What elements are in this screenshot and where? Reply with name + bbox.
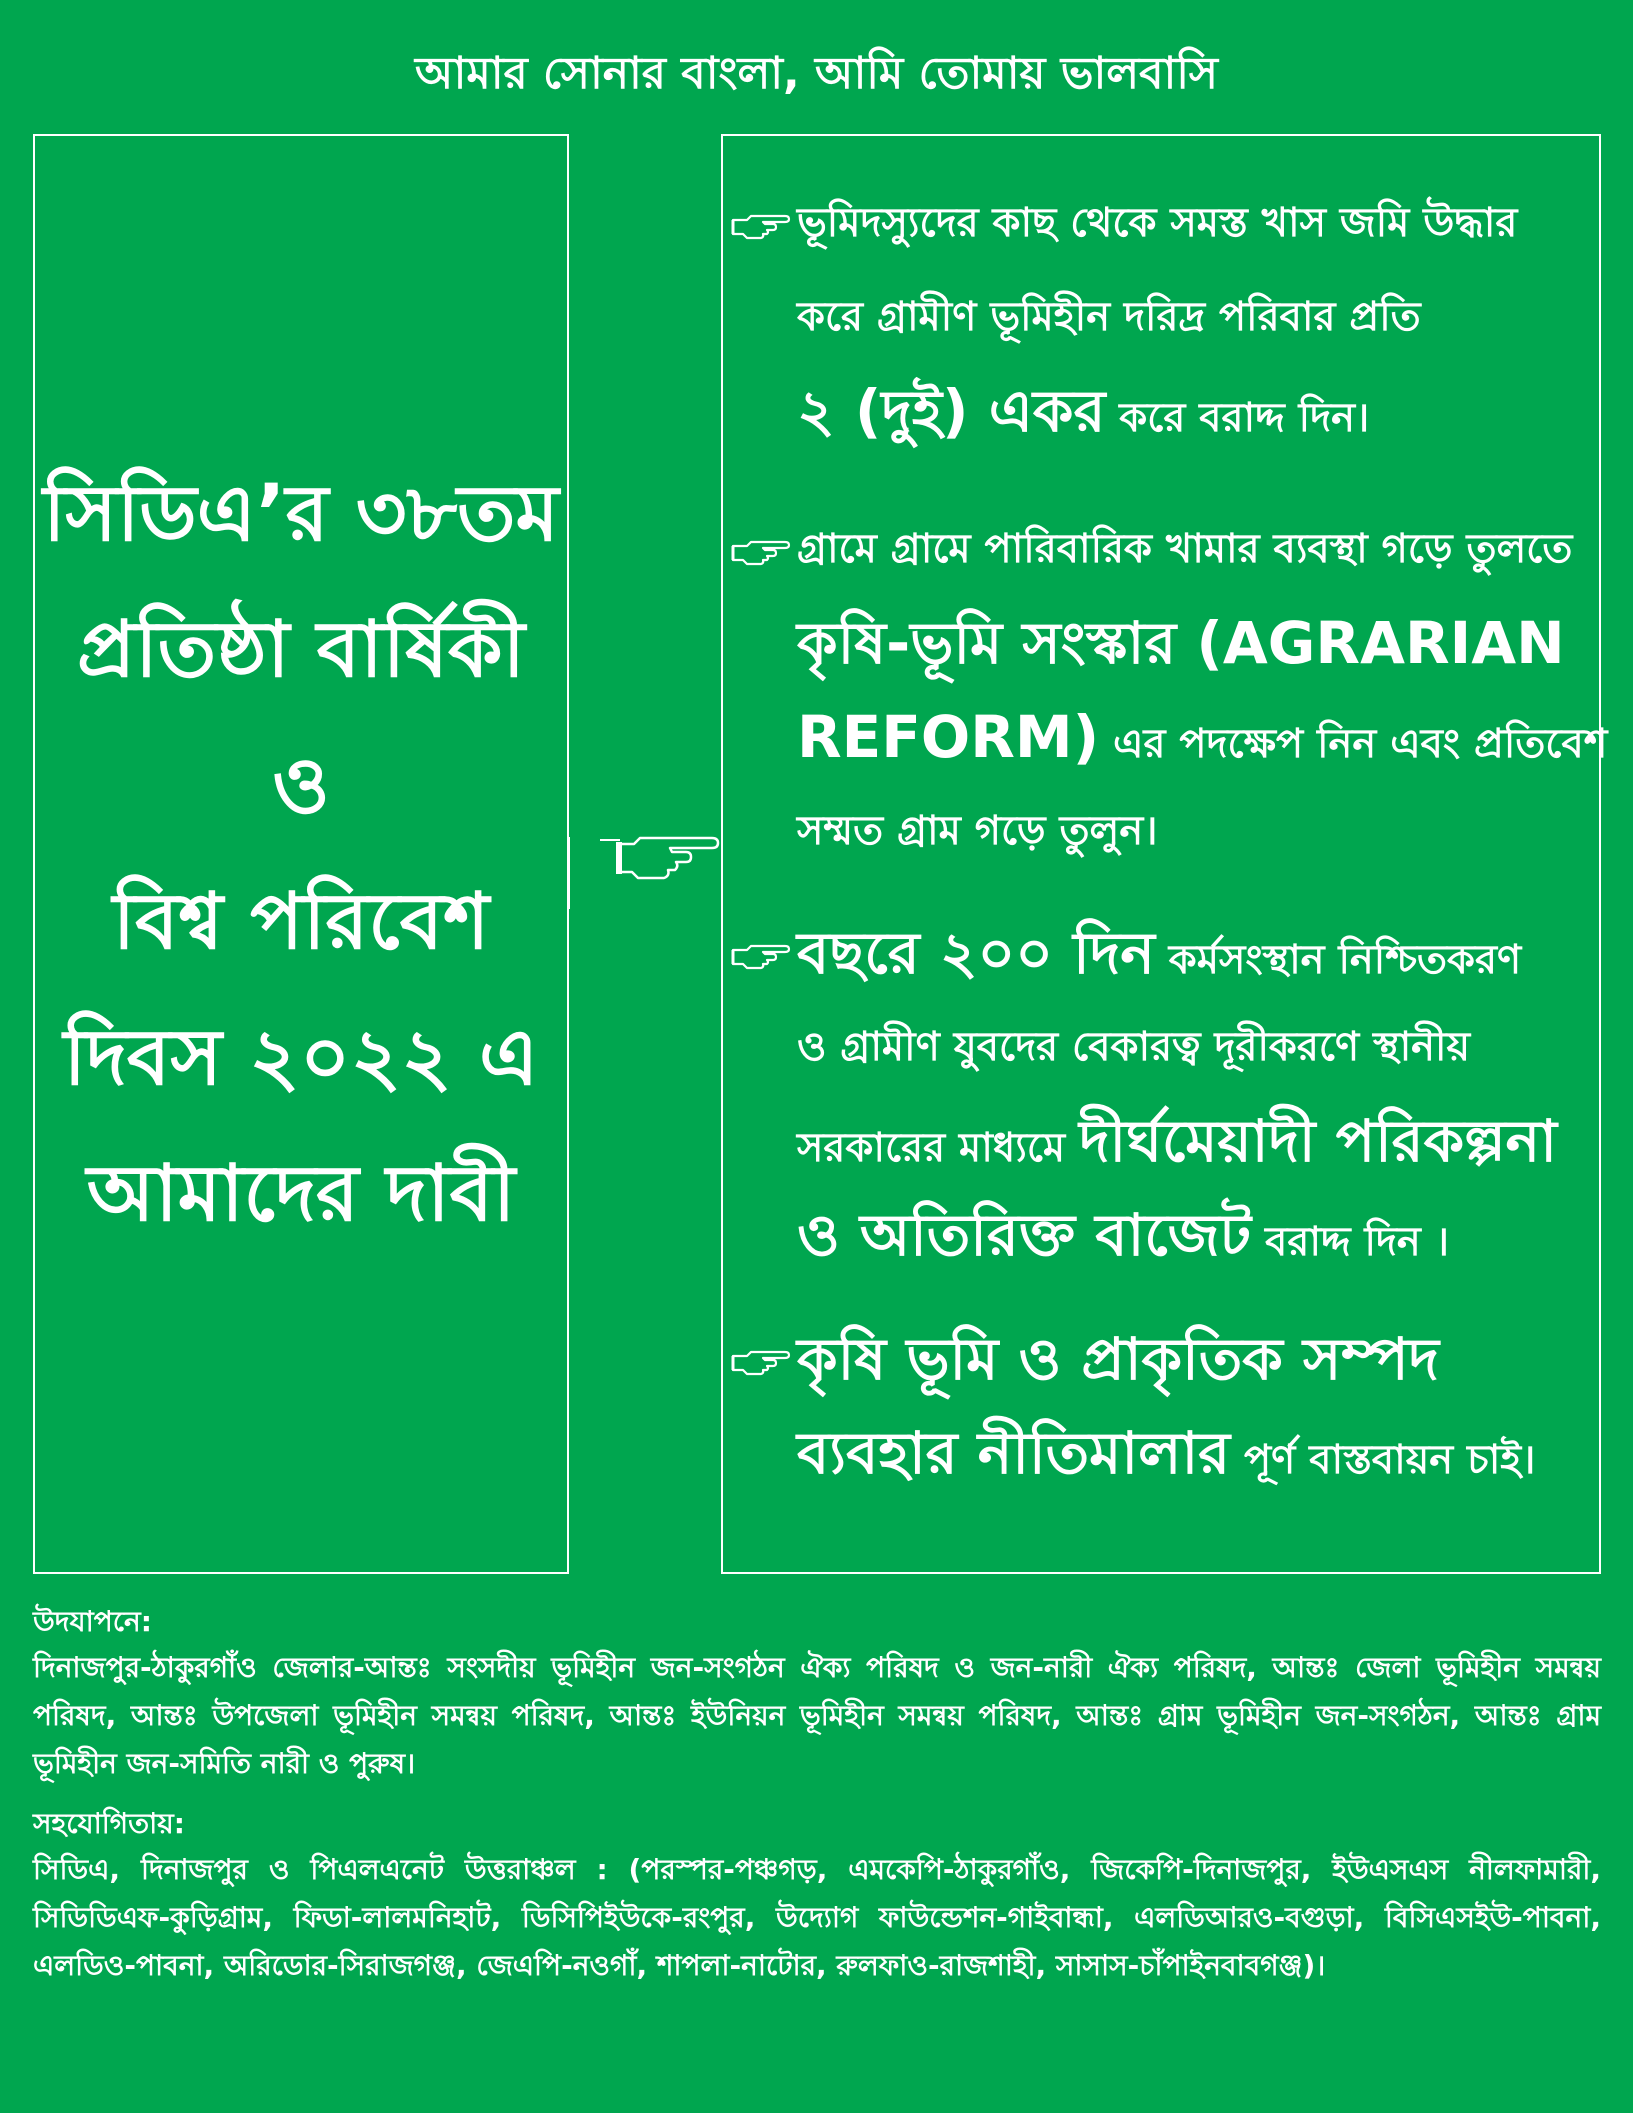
- demand-text: কর্মসংস্থান নিশ্চিতকরণ: [1154, 937, 1522, 983]
- demand-text: করে গ্রামীণ ভূমিহীন দরিদ্র পরিবার প্রতি: [797, 294, 1421, 340]
- demand-highlight: ও অতিরিক্ত বাজেট: [797, 1201, 1252, 1269]
- connector-line: [568, 837, 570, 909]
- top-slogan: আমার সোনার বাংলা, আমি তোমায় ভালবাসি: [415, 48, 1218, 99]
- demand-highlight: দীর্ঘমেয়াদী পরিকল্পনা: [1079, 1107, 1557, 1175]
- demand-text: এর পদক্ষেপ নিন এবং প্রতিবেশ: [1099, 721, 1608, 767]
- organizers-text: দিনাজপুর-ঠাকুরগাঁও জেলার-আন্তঃ সংসদীয় ভূমিহীন জন-সংগঠন ঐক্য পরিষদ ও জন-নারী ঐক্য পরিষদ, আন্তঃ জেলা ভূমিহীন সমন্বয় পরিষদ, আন্তঃ উপজেলা ভূমিহীন সমন্বয় পরিষদ, আন্তঃ ইউনিয়ন ভূমিহীন সমন্বয় পরিষদ, আন্তঃ গ্রাম ভূমিহীন জন-সংগঠন, আন্তঃ গ্রাম ভূমিহীন জন-সমিতি নারী ও পুরুষ।: [33, 1651, 1601, 1780]
- demand-highlight: ২ (দুই) একর: [797, 377, 1106, 445]
- demand-item-3: [723, 906, 1603, 1282]
- title-panel: [33, 134, 569, 1574]
- title-line-2: প্রতিষ্ঠা বার্ষিকী: [77, 605, 525, 695]
- title-line-1: সিডিএ’র ৩৮তম: [43, 469, 559, 559]
- demand-text: পূর্ণ বাস্তবায়ন চাই।: [1230, 1437, 1536, 1483]
- demand-item-1: [723, 176, 1603, 458]
- demand-highlight: বছরে ২০০ দিন: [797, 919, 1155, 987]
- title-line-3: ও: [272, 741, 330, 831]
- demand-text: ও গ্রামীণ যুবদের বেকারত্ব দূরীকরণে স্থানীয়: [797, 1024, 1471, 1070]
- demand-item-2: [723, 502, 1608, 878]
- demand-highlight: REFORM): [797, 703, 1100, 771]
- pointing-hand-icon: [600, 830, 720, 890]
- title-line-6: আমাদের দাবী: [86, 1149, 516, 1239]
- pointing-hand-icon: [729, 210, 791, 242]
- organizers-label: উদযাপনে:: [33, 1605, 152, 1638]
- demand-text: বরাদ্দ দিন ।: [1251, 1219, 1450, 1265]
- demand-item-4: [723, 1312, 1603, 1500]
- cooperation-label: সহযোগিতায়:: [33, 1807, 185, 1840]
- demand-text: গ্রামে গ্রামে পারিবারিক খামার ব্যবস্থা গড়ে তুলতে: [797, 526, 1573, 572]
- demand-highlight: ব্যবহার নীতিমালার: [797, 1419, 1231, 1487]
- demand-highlight: কৃষি-ভূমি সংস্কার (AGRARIAN: [797, 609, 1565, 677]
- footer-credits: [33, 1600, 1601, 1990]
- cooperation-text: সিডিএ, দিনাজপুর ও পিএলএনেট উত্তরাঞ্চল : (পরস্পর-পঞ্চগড়, এমকেপি-ঠাকুরগাঁও, জিকেপি-দিনাজপুর, ইউএসএস নীলফামারী, সিডিডিএফ-কুড়িগ্রাম, ফিডা-লালমনিহাট, ডিসিপিইউকে-রংপুর, উদ্যোগ ফাউন্ডেশন-গাইবান্ধা, এলডিআরও-বগুড়া, বিসিএসইউ-পাবনা, এলডিও-পাবনা, অরিডোর-সিরাজগঞ্জ, জেএপি-নওগাঁ, শাপলা-নাটোর, রুলফাও-রাজশাহী, সাসাস-চাঁপাইনবাবগঞ্জ)।: [33, 1853, 1601, 1982]
- demands-panel: [721, 134, 1608, 1574]
- pointing-hand-icon: [729, 536, 791, 568]
- demand-text: করে বরাদ্দ দিন।: [1105, 395, 1370, 441]
- demand-text: ভূমিদস্যুদের কাছ থেকে সমস্ত খাস জমি উদ্ধার: [797, 200, 1518, 246]
- pointing-hand-icon: [729, 940, 791, 972]
- demand-text: সরকারের মাধ্যমে: [797, 1125, 1080, 1171]
- title-line-5: দিবস ২০২২ এ: [63, 1013, 539, 1103]
- demand-highlight: কৃষি ভূমি ও প্রাকৃতিক সম্পদ: [797, 1325, 1439, 1393]
- demand-text: সম্মত গ্রাম গড়ে তুলুন।: [797, 808, 1158, 854]
- title-line-4: বিশ্ব পরিবেশ: [112, 877, 490, 967]
- pointing-hand-icon: [729, 1346, 791, 1378]
